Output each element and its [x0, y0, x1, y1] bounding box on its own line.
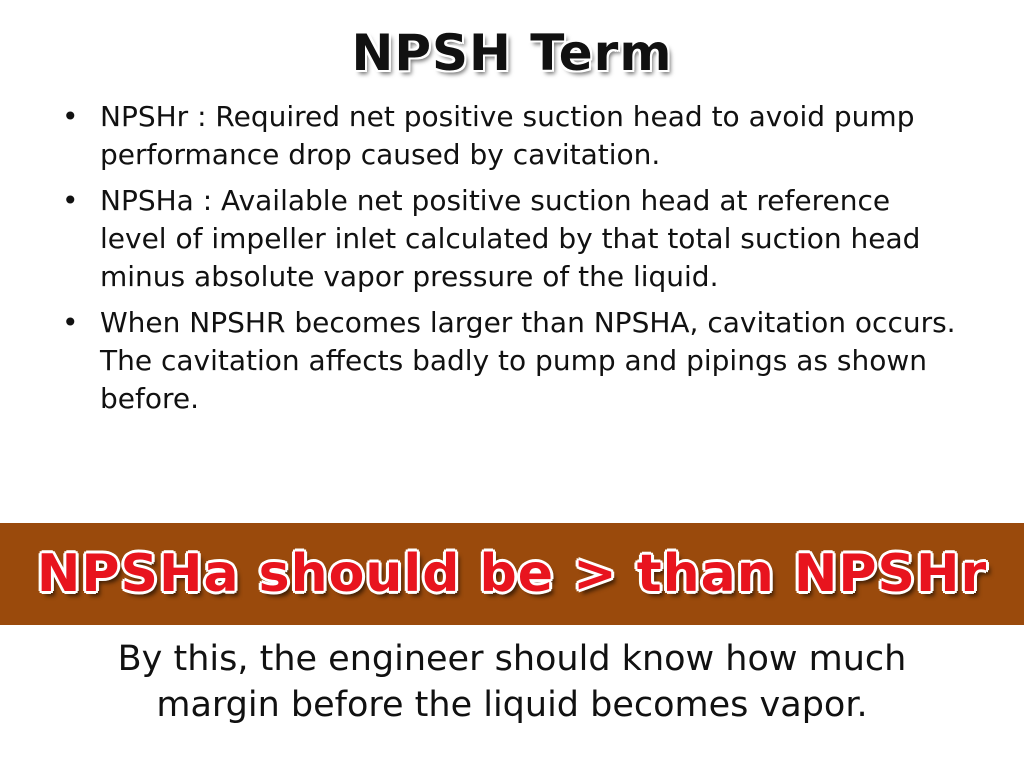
bullet-text: NPSHr : Required net positive suction head to avoid pump performance drop caused by cavitation. [100, 100, 915, 171]
footer-line: By this, the engineer should know how much [117, 639, 907, 679]
footer-text [0, 636, 1024, 728]
bullet-item-cavitation [62, 304, 962, 418]
slide-title: NPSH Term [351, 24, 673, 82]
bullet-item-npshr [62, 98, 962, 174]
bullet-icon: • [62, 306, 79, 339]
bullet-text: When NPSHR becomes larger than NPSHA, cavitation occurs. The cavitation affects badly to pump and pipings as shown before. [100, 306, 956, 415]
highlight-banner [0, 523, 1024, 625]
footer-line: margin before the liquid becomes vapor. [156, 685, 868, 725]
bullet-item-npsha [62, 182, 962, 296]
bullet-list [62, 98, 962, 426]
bullet-icon: • [62, 184, 79, 217]
bullet-icon: • [62, 100, 79, 133]
banner-text: NPSHa should be > than NPSHr [36, 544, 988, 604]
bullet-text: NPSHa : Available net positive suction head at reference level of impeller inlet calculated by that total suction head minus absolute vapor pressure of the liquid. [100, 184, 921, 293]
